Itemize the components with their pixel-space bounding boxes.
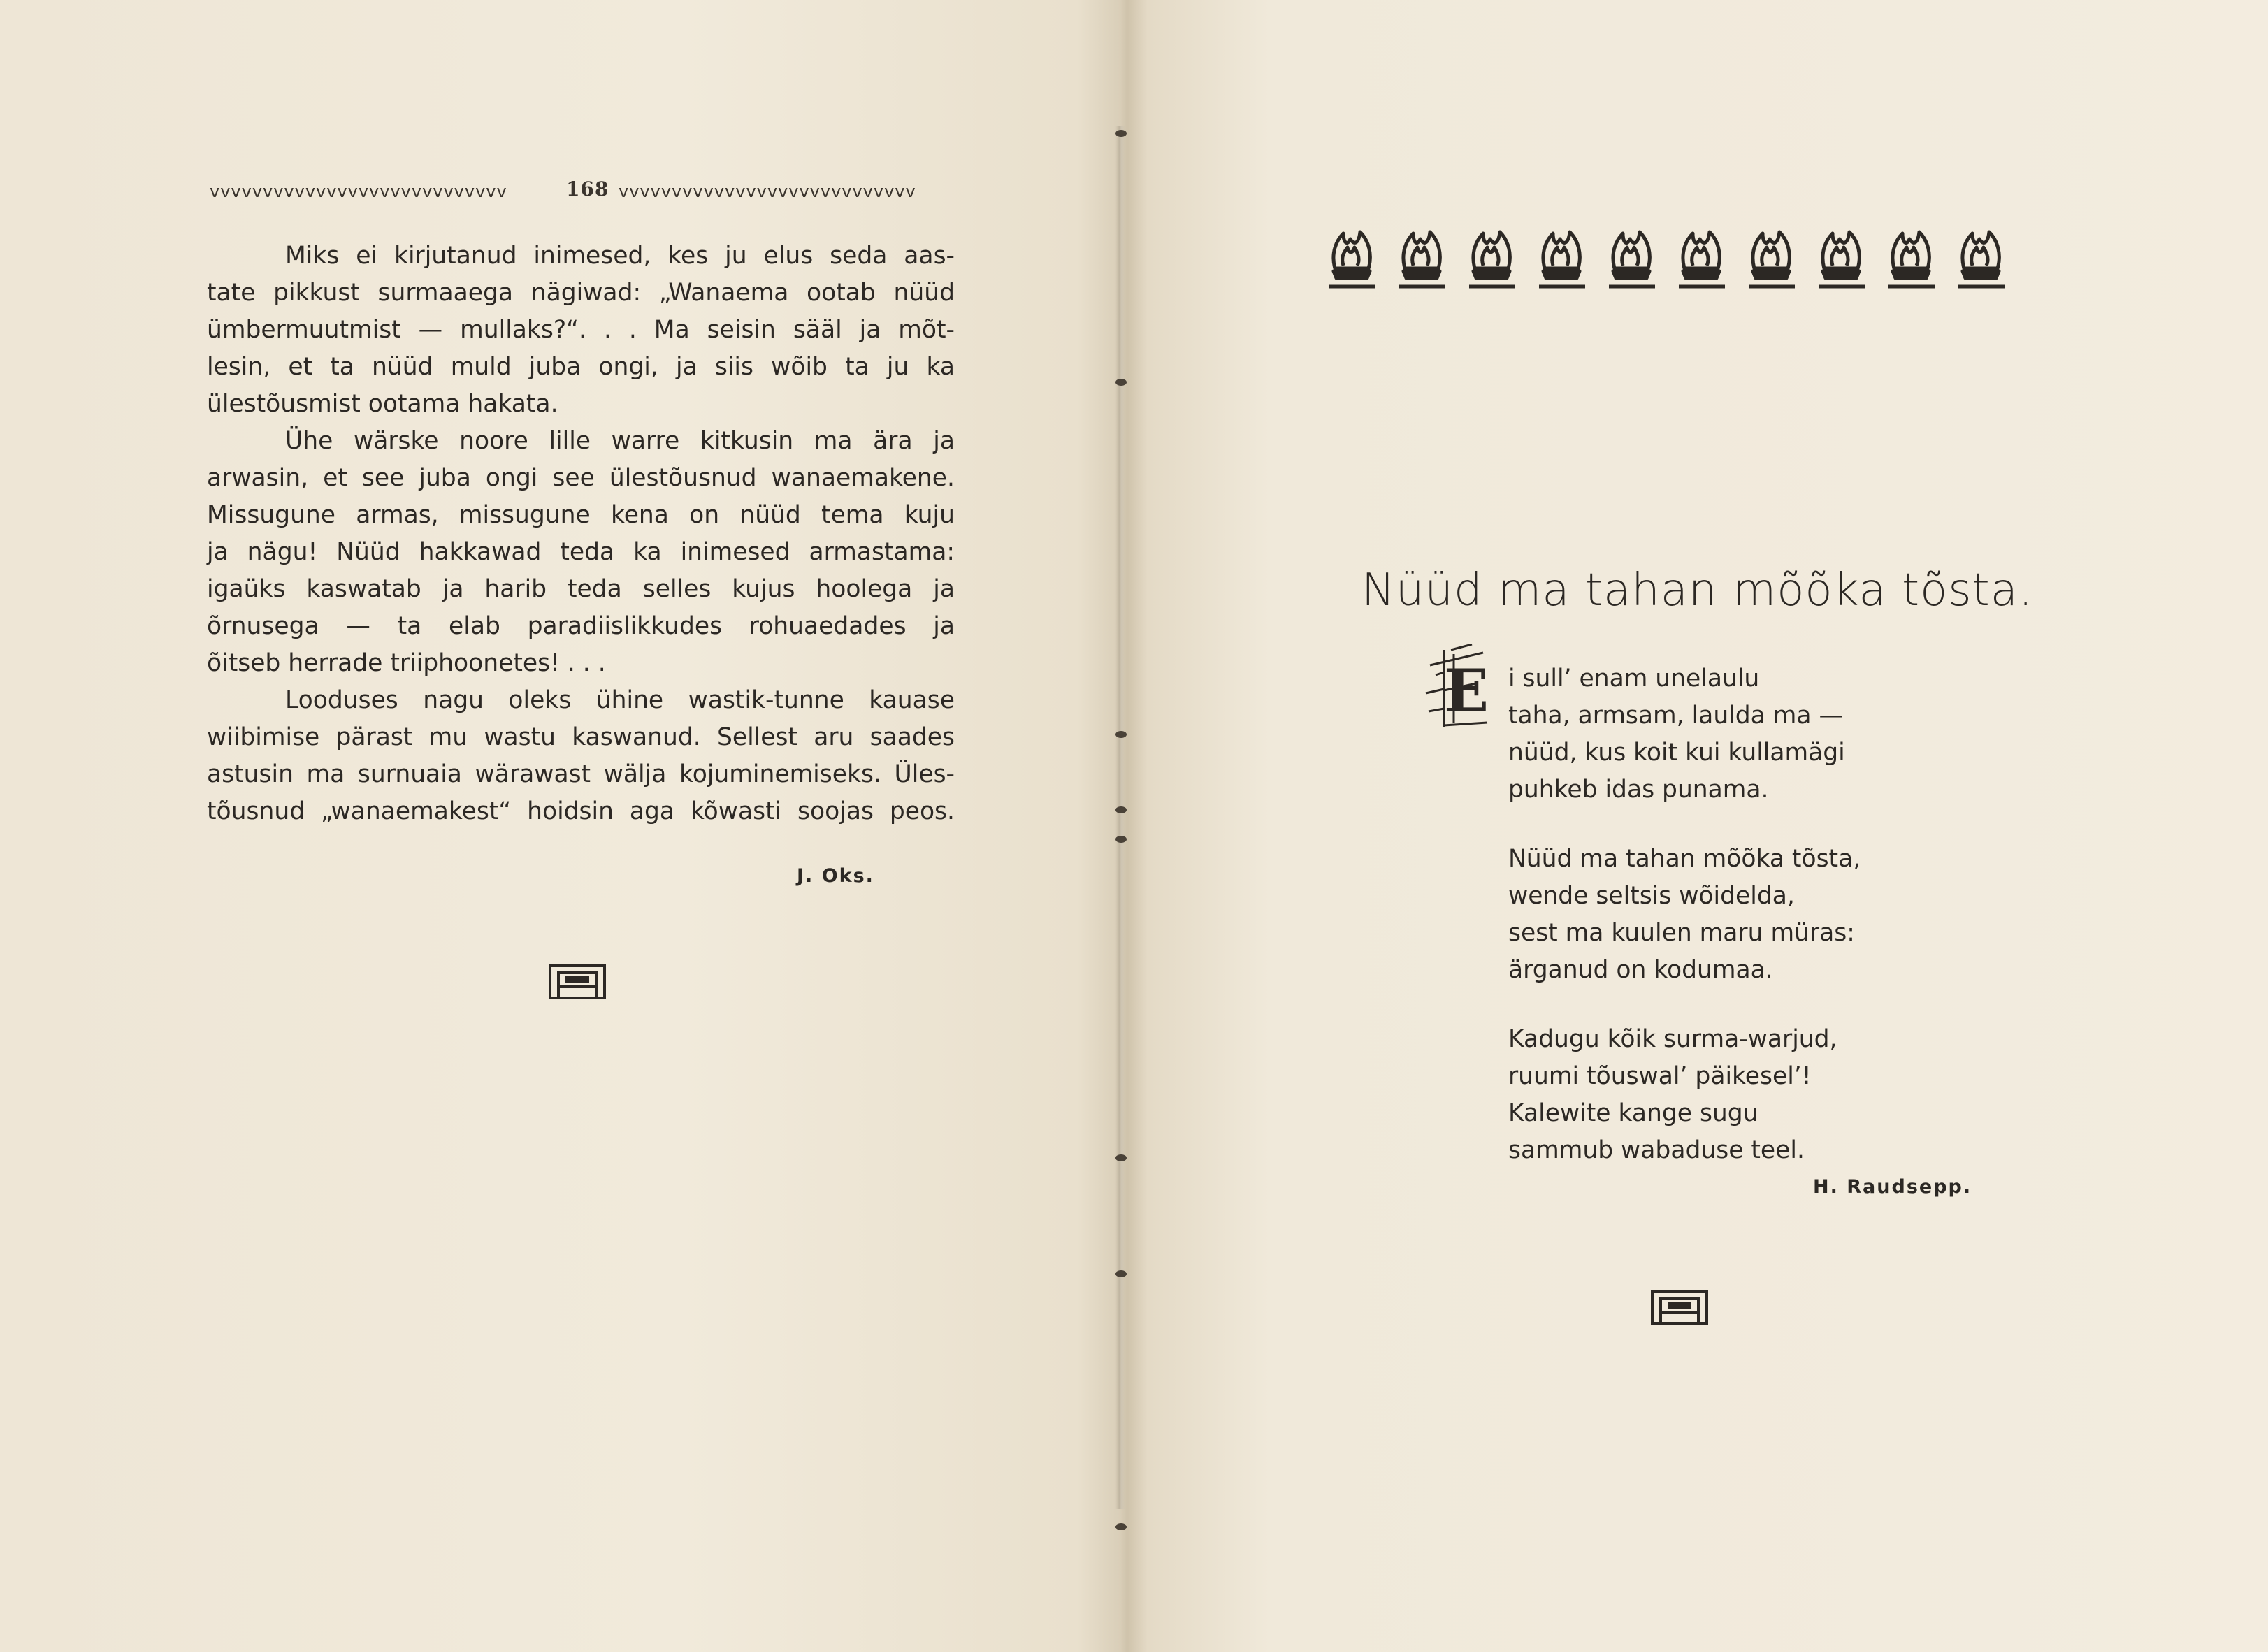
poem-stanza-2 [1508, 841, 1861, 989]
text-line: astusin ma surnuaia wärawast wälja kojuminemiseks. Üles- [207, 760, 955, 788]
text-line: õitseb herrade triiphoonetes! . . . [207, 649, 606, 677]
poem-line: i sull’ enam unelaulu [1508, 665, 1760, 693]
header-ornament-left: vvvvvvvvvvvvvvvvvvvvvvvvvvvv [210, 182, 507, 200]
poem-line: Kalewite kange sugu [1508, 1099, 1758, 1127]
flame-ornament-row-icon [1327, 225, 2025, 309]
text-line: lesin, et ta nüüd muld juba ongi, ja siis wõib ta ju ka [207, 353, 955, 381]
poem-line: ärganud on kodumaa. [1508, 956, 1773, 984]
text-line: tõusnud „wanaemakest“ hoidsin aga kõwasti soojas peos. [207, 797, 955, 825]
poem-line: puhkeb idas punama. [1508, 776, 1769, 804]
author-signature-left: J. Oks. [797, 865, 874, 887]
poem-line: sest ma kuulen maru müras: [1508, 919, 1855, 947]
text-line: igaüks kaswatab ja harib teda selles kujus hoolega ja [207, 575, 955, 603]
poem-stanza-1 [1508, 660, 1845, 809]
text-line: Ühe wärske noore lille warre kitkusin ma ära ja [285, 427, 955, 455]
dropcap-letter-icon [1423, 644, 1493, 735]
text-line: Looduses nagu oleks ühine wastik-tunne kauase [285, 686, 955, 714]
author-signature-right: H. Raudsepp. [1813, 1176, 1972, 1198]
text-line: ümbermuutmist — mullaks?“. . . Ma seisin sääl ja mõt- [207, 316, 955, 344]
poem-line: taha, armsam, laulda ma — [1508, 702, 1843, 730]
poem-line: sammub wabaduse teel. [1508, 1136, 1805, 1164]
poem-line: ruumi tõuswal’ päikesel’! [1508, 1062, 1812, 1090]
poem-line: Kadugu kõik surma-warjud, [1508, 1025, 1837, 1053]
running-header [210, 177, 965, 205]
poem-line: wende seltsis wõidelda, [1508, 882, 1795, 910]
end-vignette-icon [549, 964, 606, 999]
text-line: arwasin, et see juba ongi see ülestõusnud wanaemakene. [207, 464, 955, 492]
text-line: õrnusega — ta elab paradiislikkudes rohuaedades ja [207, 612, 955, 640]
text-line: wiibimise pärast mu wastu kaswanud. Sellest aru saades [207, 723, 955, 751]
text-line: ja nägu! Nüüd hakkawad teda ka inimesed armastama: [207, 538, 955, 566]
end-vignette-icon [1651, 1290, 1708, 1325]
poem-line: nüüd, kus koit kui kullamägi [1508, 739, 1845, 767]
text-line: tate pikkust surmaaega nägiwad: „Wanaema ootab nüüd [207, 279, 955, 307]
poem-line: Nüüd ma tahan mõõka tõsta, [1508, 845, 1861, 873]
prose-text [207, 238, 955, 830]
header-ornament-right: vvvvvvvvvvvvvvvvvvvvvvvvvvvv [619, 182, 916, 200]
page-number: 168 [566, 177, 609, 201]
text-line: Missugune armas, missugune kena on nüüd tema kuju [207, 501, 955, 529]
svg-text:E: E [1444, 656, 1489, 725]
text-line: Miks ei kirjutanud inimesed, kes ju elus seda aas- [285, 242, 955, 270]
poem-stanza-3 [1508, 1021, 1837, 1169]
text-line: ülestõusmist ootama hakata. [207, 390, 558, 418]
poem-title: Nüüd ma tahan mõõka tõsta. [1361, 565, 2034, 616]
